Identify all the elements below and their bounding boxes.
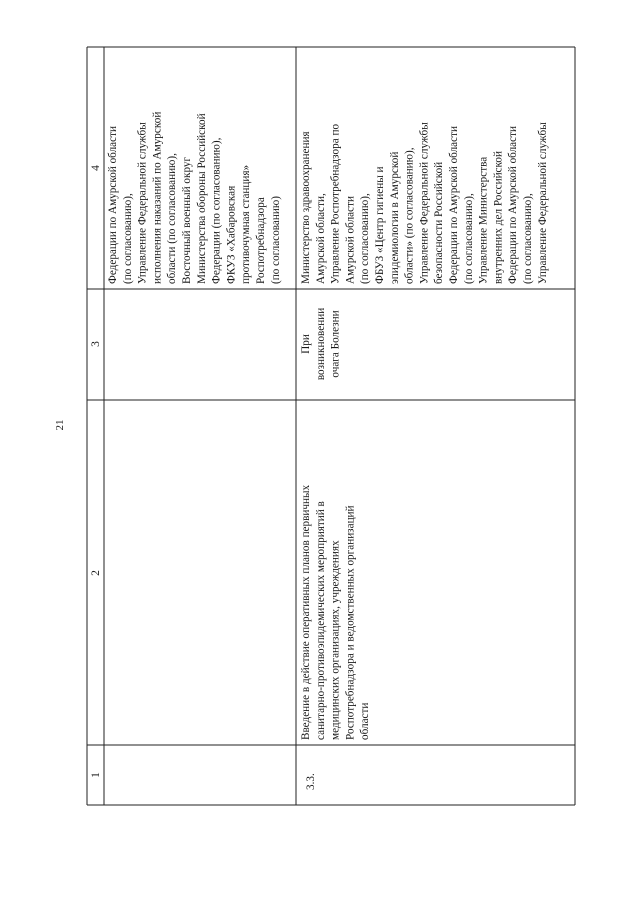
executor-line: (по согласованию),	[522, 193, 534, 284]
executor-line: Роспотребнадзора	[255, 197, 267, 284]
row-term-text	[300, 308, 342, 380]
term-line: При	[300, 334, 312, 354]
executor-line: Амурской области,	[314, 193, 327, 284]
executor-line: Федерации по Амурской области	[507, 126, 520, 284]
measure-line: санитарно-противоэпидемических мероприятий в	[314, 501, 327, 740]
measure-line: области	[359, 702, 372, 740]
executor-line: безопасности Российской	[433, 161, 446, 284]
executor-line: Федерации по Амурской области	[107, 126, 119, 284]
executor-line: области (по согласованию),	[166, 153, 179, 284]
executor-line: Министерство здравоохранения	[300, 131, 312, 284]
measure-line: медицинских организациях, учреждениях	[329, 540, 342, 740]
row-executors-text	[300, 122, 549, 284]
executor-line: ФКУЗ «Хабаровская	[225, 185, 238, 284]
term-line: возникновении	[314, 307, 327, 381]
executor-line: Амурской области	[344, 196, 357, 284]
continued-row-executors	[107, 112, 282, 284]
executor-line: Федерации по Амурской области	[448, 126, 460, 284]
header-col-2: 2	[90, 570, 102, 576]
executor-line: (по согласованию)	[269, 196, 282, 284]
term-line: очага Болезни	[329, 310, 342, 378]
header-col-1: 1	[90, 772, 102, 778]
executor-line: ФБУЗ «Центр гигиены и	[374, 166, 386, 284]
row-measure-text	[300, 484, 371, 740]
executor-line: области» (по согласованию),	[403, 147, 416, 284]
executor-line: Управление Федеральной службы	[418, 122, 431, 284]
executor-line: (по согласованию),	[462, 193, 475, 284]
executor-line: Управление Федеральной службы	[536, 122, 549, 284]
executor-line: Федерации (по согласованию),	[210, 137, 223, 284]
page-number: 21	[54, 419, 66, 431]
executor-line: внутренних дел Российской	[492, 151, 505, 284]
executor-line: Управление Министерства	[477, 156, 490, 284]
row-number: 3.3.	[305, 773, 317, 790]
executor-line: противочумная станция»	[240, 164, 253, 284]
executor-line: Восточный военный округ	[181, 156, 193, 284]
header-col-4: 4	[90, 165, 102, 171]
table-header	[90, 165, 102, 778]
executor-line: Министерства обороны Российской	[195, 113, 208, 284]
executor-line: эпидемиологии в Амурской	[388, 151, 401, 284]
header-col-3: 3	[90, 341, 102, 347]
executor-line: (по согласованию),	[121, 193, 134, 284]
executor-line: исполнения наказаний по Амурской	[151, 111, 164, 284]
measure-line: Роспотребнадзора и ведомственных организаций	[344, 505, 357, 740]
measure-line: Введение в действие оперативных планов первичных	[300, 484, 312, 740]
executor-line: Управление Роспотребнадзора по	[329, 123, 342, 284]
executor-line: (по согласованию),	[359, 193, 372, 284]
executor-line: Управление Федеральной службы	[136, 122, 149, 284]
